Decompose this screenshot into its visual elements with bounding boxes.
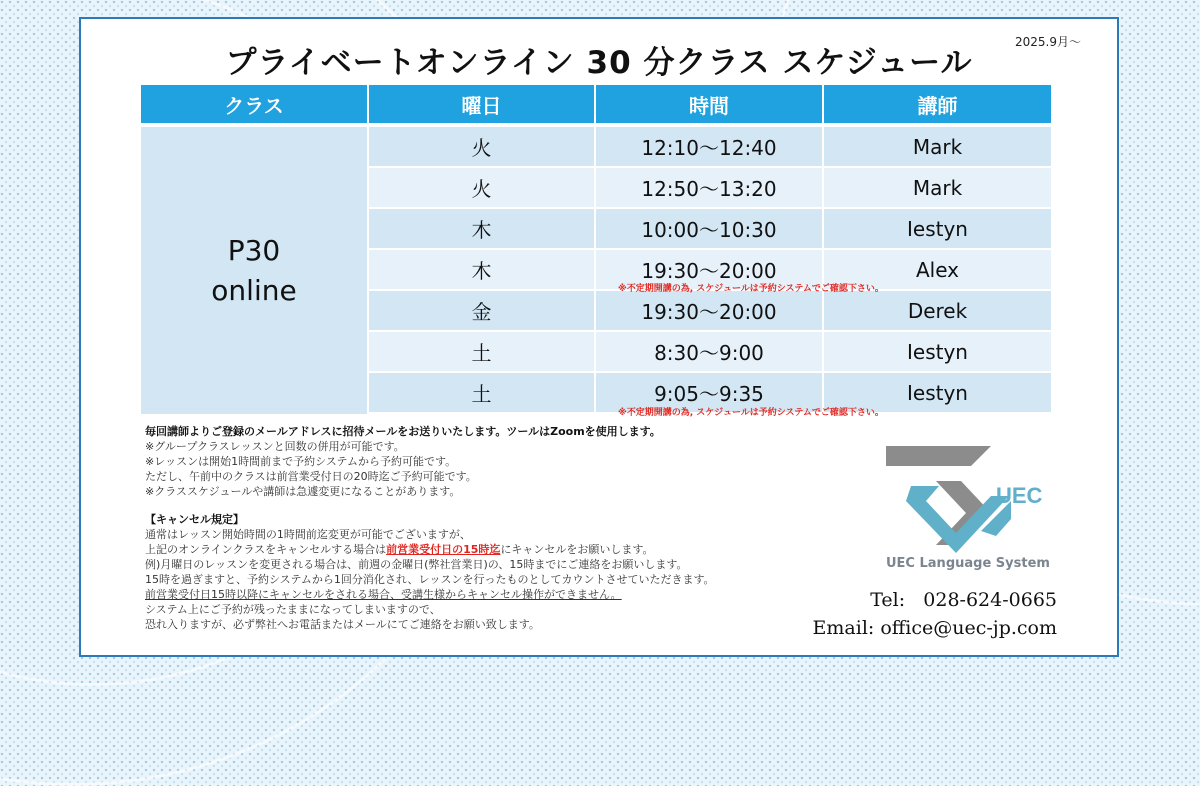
day-cell: 土 <box>369 332 596 371</box>
time-cell: 19:30～20:00 <box>596 250 824 289</box>
logo-caption: UEC Language System <box>886 556 1050 571</box>
teacher-cell: Iestyn <box>824 209 1051 248</box>
cancel-line: 例)月曜日のレッスンを変更される場合は、前週の金曜日(弊社営業日)の、15時までにご連絡をお願いします。 <box>145 558 688 571</box>
teacher-cell: Alex <box>824 250 1051 289</box>
table-header <box>141 85 1051 123</box>
day-cell: 土 <box>369 373 596 412</box>
effective-date: 2025.9月～ <box>1015 35 1081 49</box>
header-teacher: 講師 <box>824 85 1051 123</box>
schedule-table <box>141 85 1051 418</box>
schedule-card <box>79 17 1119 657</box>
table-row <box>369 168 1051 207</box>
cancel-deadline: 前営業受付日の15時迄 <box>386 543 501 556</box>
day-cell: 火 <box>369 168 596 207</box>
info-line: ※グループクラスレッスンと回数の併用が可能です。 <box>145 440 405 453</box>
teacher-cell: Derek <box>824 291 1051 330</box>
class-name-cell <box>141 127 367 414</box>
cancel-line: 恐れ入りますが、必ず弊社へお電話またはメールにてご連絡をお願い致します。 <box>145 618 540 631</box>
header-class: クラス <box>141 85 369 123</box>
table-row <box>369 209 1051 248</box>
header-time: 時間 <box>596 85 824 123</box>
contact-info <box>813 586 1057 642</box>
info-line: 毎回講師よりご登録のメールアドレスに招待メールをお送りいたします。ツールはZoomを使用します。 <box>145 425 661 438</box>
cancel-line: 15時を過ぎますと、予約システムから1回分消化され、レッスンを行ったものとしてカウントさせていただきます。 <box>145 573 715 586</box>
day-cell: 金 <box>369 291 596 330</box>
teacher-cell: Iestyn <box>824 332 1051 371</box>
time-cell: 8:30～9:00 <box>596 332 824 371</box>
table-row <box>369 332 1051 371</box>
day-cell: 木 <box>369 250 596 289</box>
teacher-cell: Mark <box>824 127 1051 166</box>
phone-number: Tel: 028-624-0665 <box>870 589 1057 611</box>
logo-mark-text: UEC <box>996 483 1043 508</box>
table-row <box>369 127 1051 166</box>
day-cell: 木 <box>369 209 596 248</box>
schedule-rows <box>369 127 1051 414</box>
info-section <box>145 424 715 632</box>
info-line: ※クラススケジュールや講師は急遽変更になることがあります。 <box>145 485 461 498</box>
time-cell: 12:10～12:40 <box>596 127 824 166</box>
cancel-line: システム上にご予約が残ったままになってしまいますので、 <box>145 603 441 616</box>
irregular-class-note: ※不定期開講の為, スケジュールは予約システムでご確認下さい。 <box>618 408 884 418</box>
email-address: Email: office@uec-jp.com <box>812 617 1057 639</box>
time-cell: 10:00～10:30 <box>596 209 824 248</box>
teacher-cell: Iestyn <box>824 373 1051 412</box>
cancel-line <box>145 542 715 557</box>
cancel-text: にキャンセルをお願いします。 <box>500 543 654 556</box>
table-body <box>141 127 1051 418</box>
irregular-class-note: ※不定期開講の為, スケジュールは予約システムでご確認下さい。 <box>618 284 884 294</box>
cancel-text: 上記のオンラインクラスをキャンセルする場合は <box>145 543 387 556</box>
teacher-cell: Mark <box>824 168 1051 207</box>
class-name-line2: online <box>211 273 297 307</box>
header-day: 曜日 <box>369 85 596 123</box>
time-cell: 12:50～13:20 <box>596 168 824 207</box>
info-line: ※レッスンは開始1時間前まで予約システムから予約可能です。 <box>145 455 457 468</box>
cancel-line: 通常はレッスン開始時間の1時間前迄変更が可能でございますが、 <box>145 528 471 541</box>
cancel-policy-heading: 【キャンセル規定】 <box>145 513 244 526</box>
day-cell: 火 <box>369 127 596 166</box>
info-line: ただし、午前中のクラスは前営業受付日の20時迄ご予約可能です。 <box>145 470 477 483</box>
class-name-line1: P30 <box>227 233 281 267</box>
page-title: プライベートオンライン 30 分クラス スケジュール <box>225 45 973 81</box>
table-row <box>369 291 1051 330</box>
time-cell: 9:05～9:35 <box>596 373 824 412</box>
cancel-line: 前営業受付日15時以降にキャンセルをされる場合、受講生様からキャンセル操作ができません。 <box>145 588 622 601</box>
time-cell: 19:30～20:00 <box>596 291 824 330</box>
